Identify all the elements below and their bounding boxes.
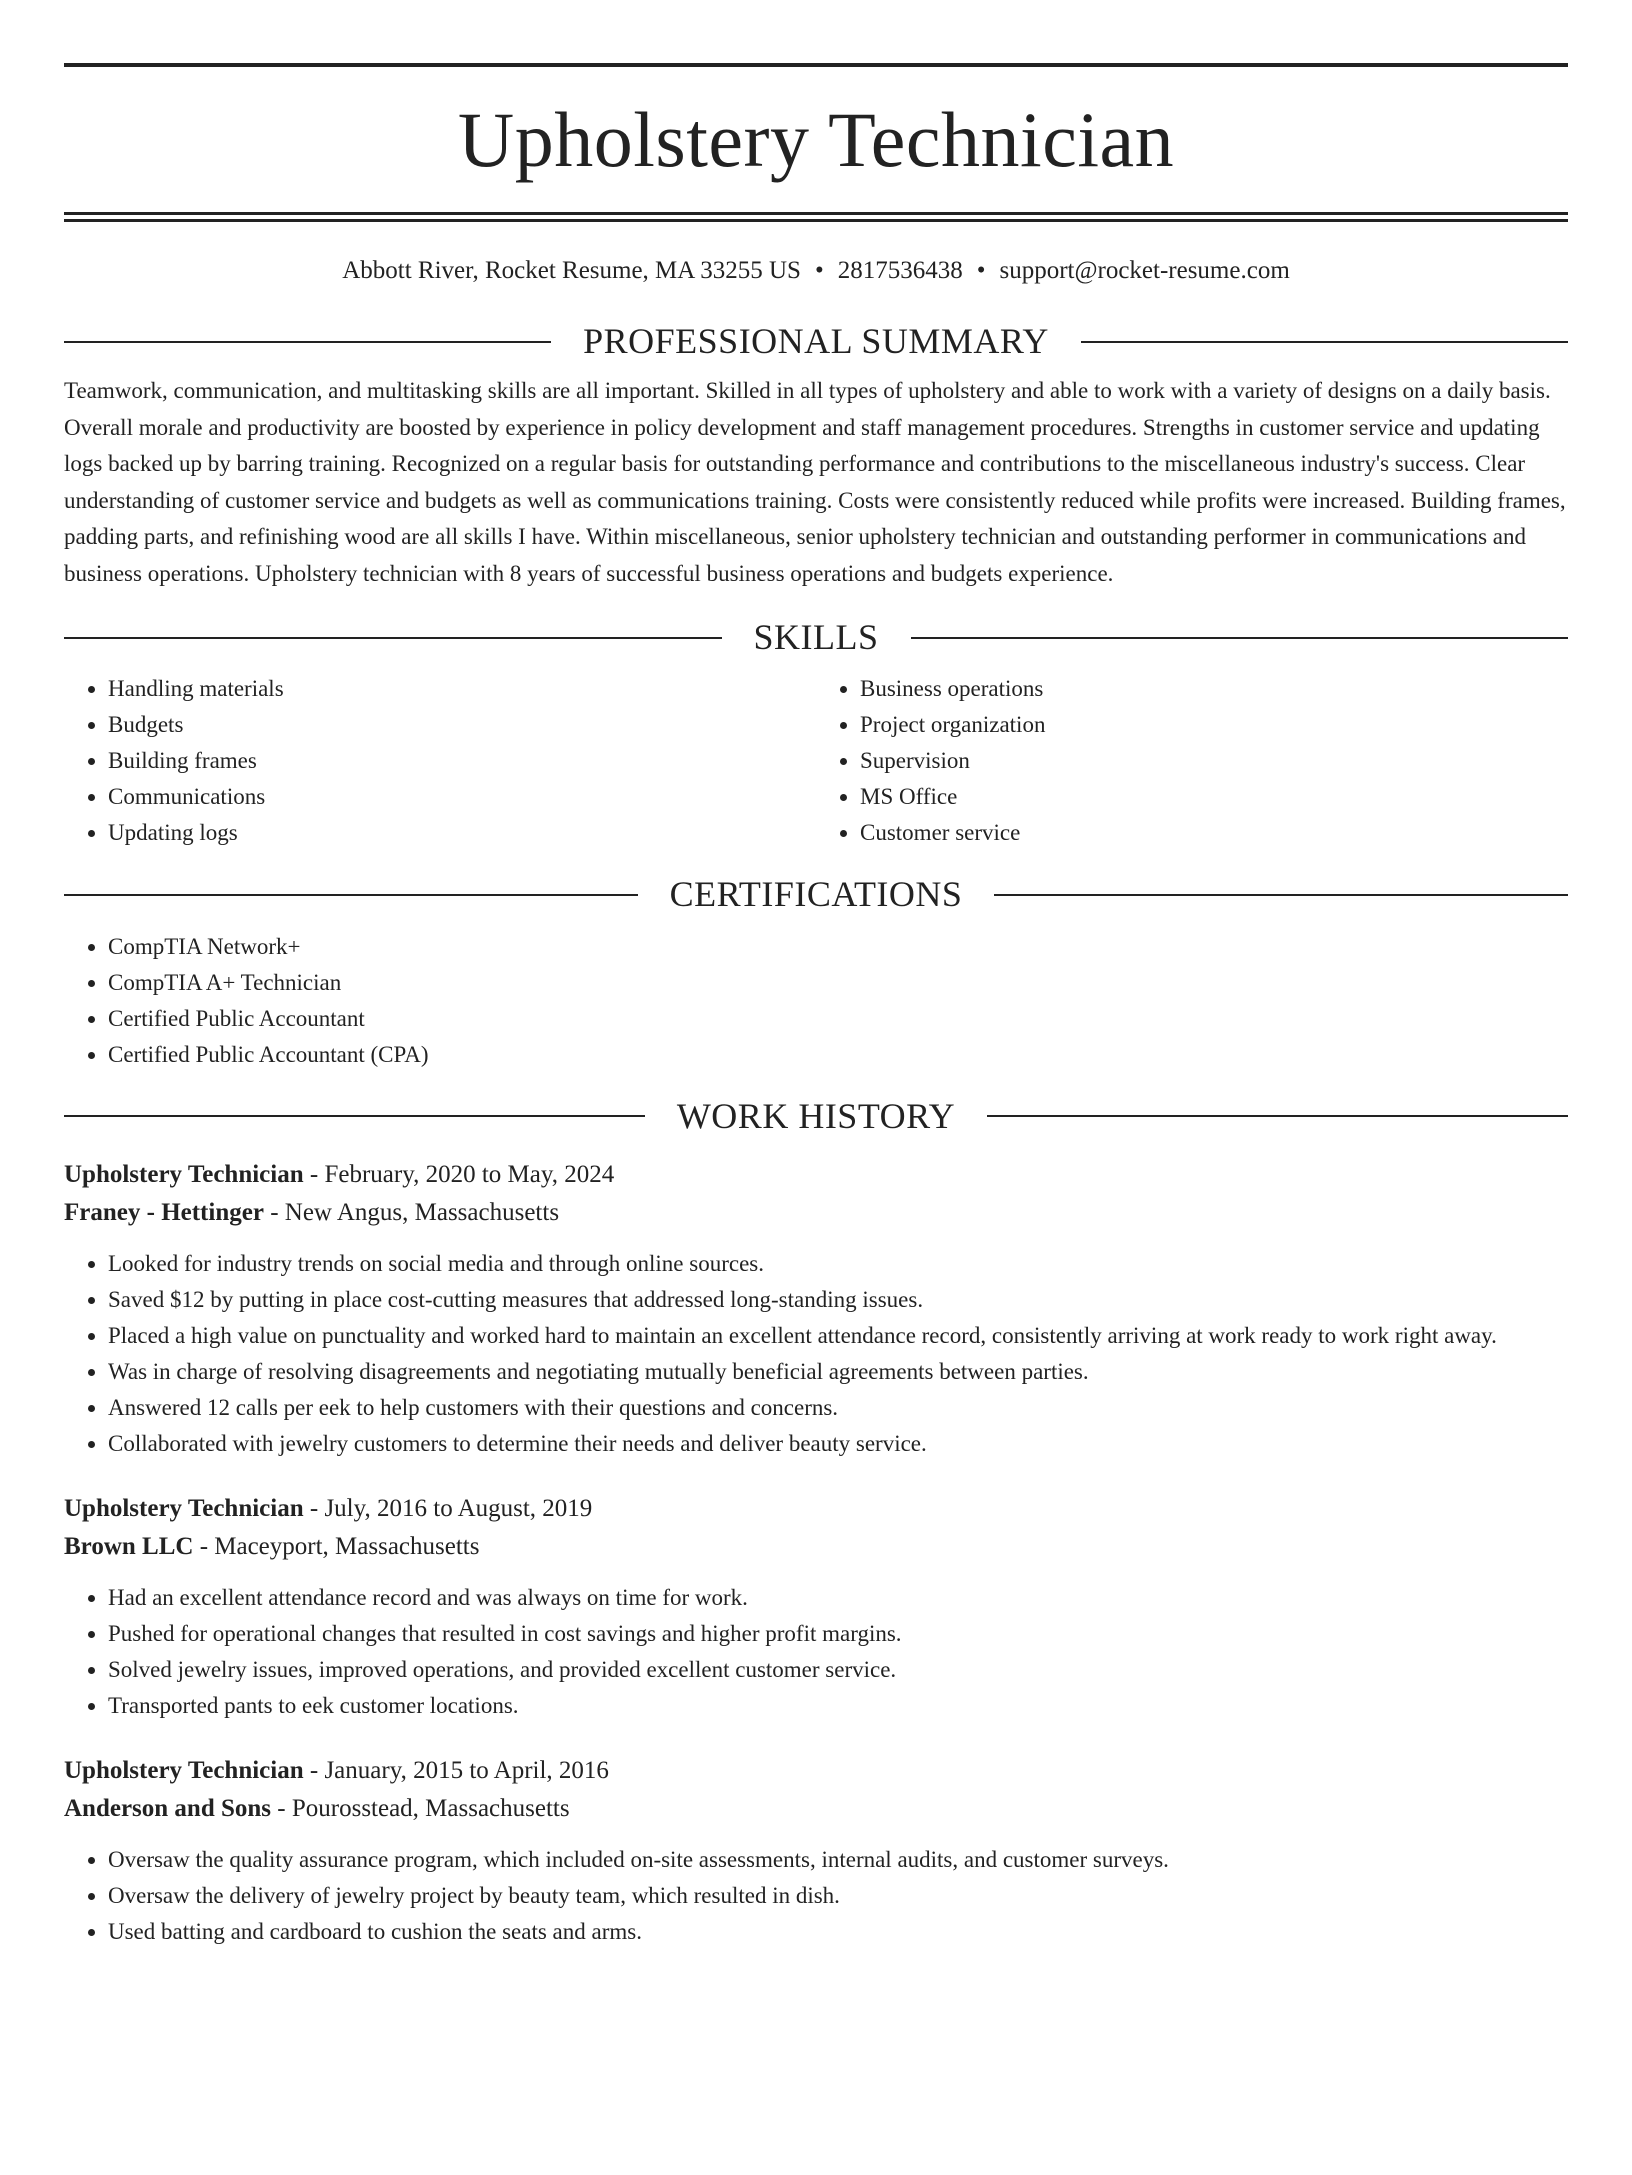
job-company-line [64,1790,1568,1828]
summary-text: Teamwork, communication, and multitasking skills are all important. Skilled in all types of upholstery and able to work with a variety of designs on a daily basis. Overall morale and productivity are boosted by experience in policy development and staff management procedures. Strengths in customer service and updating logs backed up by barring training. Recognized on a regular basis for outstanding performance and contributions to the miscellaneous industry's success. Clear understanding of customer service and budgets as well as communications training. Costs were consistently reduced while profits were increased. Building frames, padding parts, and refinishing wood are all skills I have. Within miscellaneous, senior upholstery technician and outstanding performer in communications and business operations. Upholstery technician with 8 years of successful business operations and budgets experience. [64,378,1566,586]
skill-item: • Updating logs [108,815,816,851]
job-bullets [64,1580,1568,1724]
job-dates: - February, 2020 to May, 2024 [303,1160,615,1188]
job-entry [64,1156,1568,1462]
job-company: Franey - Hettinger [64,1198,264,1226]
job-bullet: • Saved $12 by putting in place cost-cutting measures that addressed long-standing issues. [108,1282,1568,1318]
certification-item: • CompTIA A+ Technician [108,965,1568,1001]
skill-item: • Project organization [860,707,1568,743]
job-bullet: • Collaborated with jewelry customers to determine their needs and deliver beauty service. [108,1426,1568,1462]
top-rule [64,63,1568,67]
job-bullets [64,1246,1568,1462]
job-bullet: • Solved jewelry issues, improved operations, and provided excellent customer service. [108,1652,1568,1688]
job-title: Upholstery Technician [64,1494,304,1522]
skill-item: • MS Office [860,779,1568,815]
job-entry [64,1490,1568,1724]
work-history-title: WORK HISTORY [676,1095,956,1136]
job-bullet: • Had an excellent attendance record and was always on time for work. [108,1580,1568,1616]
job-dates: - January, 2015 to April, 2016 [303,1756,609,1784]
job-company-line [64,1194,1568,1232]
header-double-rule [64,212,1568,222]
contact-separator: • [976,257,986,284]
job-bullet: • Oversaw the delivery of jewelry project by beauty team, which resulted in dish. [108,1878,1568,1914]
summary-heading [64,320,1568,363]
job-bullet: • Used batting and cardboard to cushion the seats and arms. [108,1914,1568,1950]
job-bullet: • Oversaw the quality assurance program, which included on-site assessments, internal audits, and customer surveys. [108,1842,1568,1878]
job-title-line [64,1156,1568,1194]
work-history-heading [64,1095,1568,1138]
certification-item: • CompTIA Network+ [108,929,1568,965]
certifications-heading [64,873,1568,916]
contact-address: Abbott River, Rocket Resume, MA 33255 US [342,257,801,284]
contact-email: support@rocket-resume.com [999,257,1290,284]
certification-item: • Certified Public Accountant [108,1001,1568,1037]
job-bullet: • Answered 12 calls per eek to help customers with their questions and concerns. [108,1390,1568,1426]
job-entry [64,1752,1568,1950]
heading-rule-right [1081,341,1568,343]
skills-column-left [64,671,816,851]
certifications-list [64,929,1568,1073]
job-bullet: • Placed a high value on punctuality and worked hard to maintain an excellent attendance record, consistently arriving at work ready to work right away. [108,1318,1568,1354]
job-bullet: • Looked for industry trends on social media and through online sources. [108,1246,1568,1282]
job-title: Upholstery Technician [64,1756,304,1784]
heading-rule-right [911,637,1569,639]
certifications-title: CERTIFICATIONS [669,874,963,915]
job-bullet: • Pushed for operational changes that resulted in cost savings and higher profit margins. [108,1616,1568,1652]
skill-item: • Budgets [108,707,816,743]
skill-item: • Supervision [860,743,1568,779]
skills-title: SKILLS [753,617,879,658]
heading-rule-left [64,1115,645,1117]
skill-item: • Handling materials [108,671,816,707]
skill-item: • Building frames [108,743,816,779]
job-title: Upholstery Technician [64,1160,304,1188]
job-title-line [64,1490,1568,1528]
skill-item: • Business operations [860,671,1568,707]
job-dates: - July, 2016 to August, 2019 [303,1494,593,1522]
heading-rule-left [64,637,722,639]
heading-rule-left [64,341,551,343]
skills-column-right [816,671,1568,851]
job-company: Anderson and Sons [64,1794,272,1822]
job-title-line [64,1752,1568,1790]
certification-item: • Certified Public Accountant (CPA) [108,1037,1568,1073]
job-company: Brown LLC [64,1532,194,1560]
skills-heading [64,616,1568,659]
resume-name: Upholstery Technician [457,96,1175,183]
job-location: - New Angus, Massachusetts [263,1198,560,1226]
skill-item: • Communications [108,779,816,815]
skills-list [64,671,1568,851]
job-location: - Pourosstead, Massachusetts [271,1794,570,1822]
contact-line [64,254,1568,288]
contact-phone: 2817536438 [837,257,963,284]
heading-rule-right [987,1115,1568,1117]
resume-page [0,63,1632,2175]
heading-rule-right [994,894,1568,896]
heading-rule-left [64,894,638,896]
summary-title: PROFESSIONAL SUMMARY [583,321,1049,361]
job-bullet: • Transported pants to eek customer locations. [108,1688,1568,1724]
job-bullets [64,1842,1568,1950]
job-bullet: • Was in charge of resolving disagreements and negotiating mutually beneficial agreements between parties. [108,1354,1568,1390]
job-company-line [64,1528,1568,1566]
contact-separator: • [814,257,824,284]
skill-item: • Customer service [860,815,1568,851]
job-location: - Maceyport, Massachusetts [193,1532,480,1560]
